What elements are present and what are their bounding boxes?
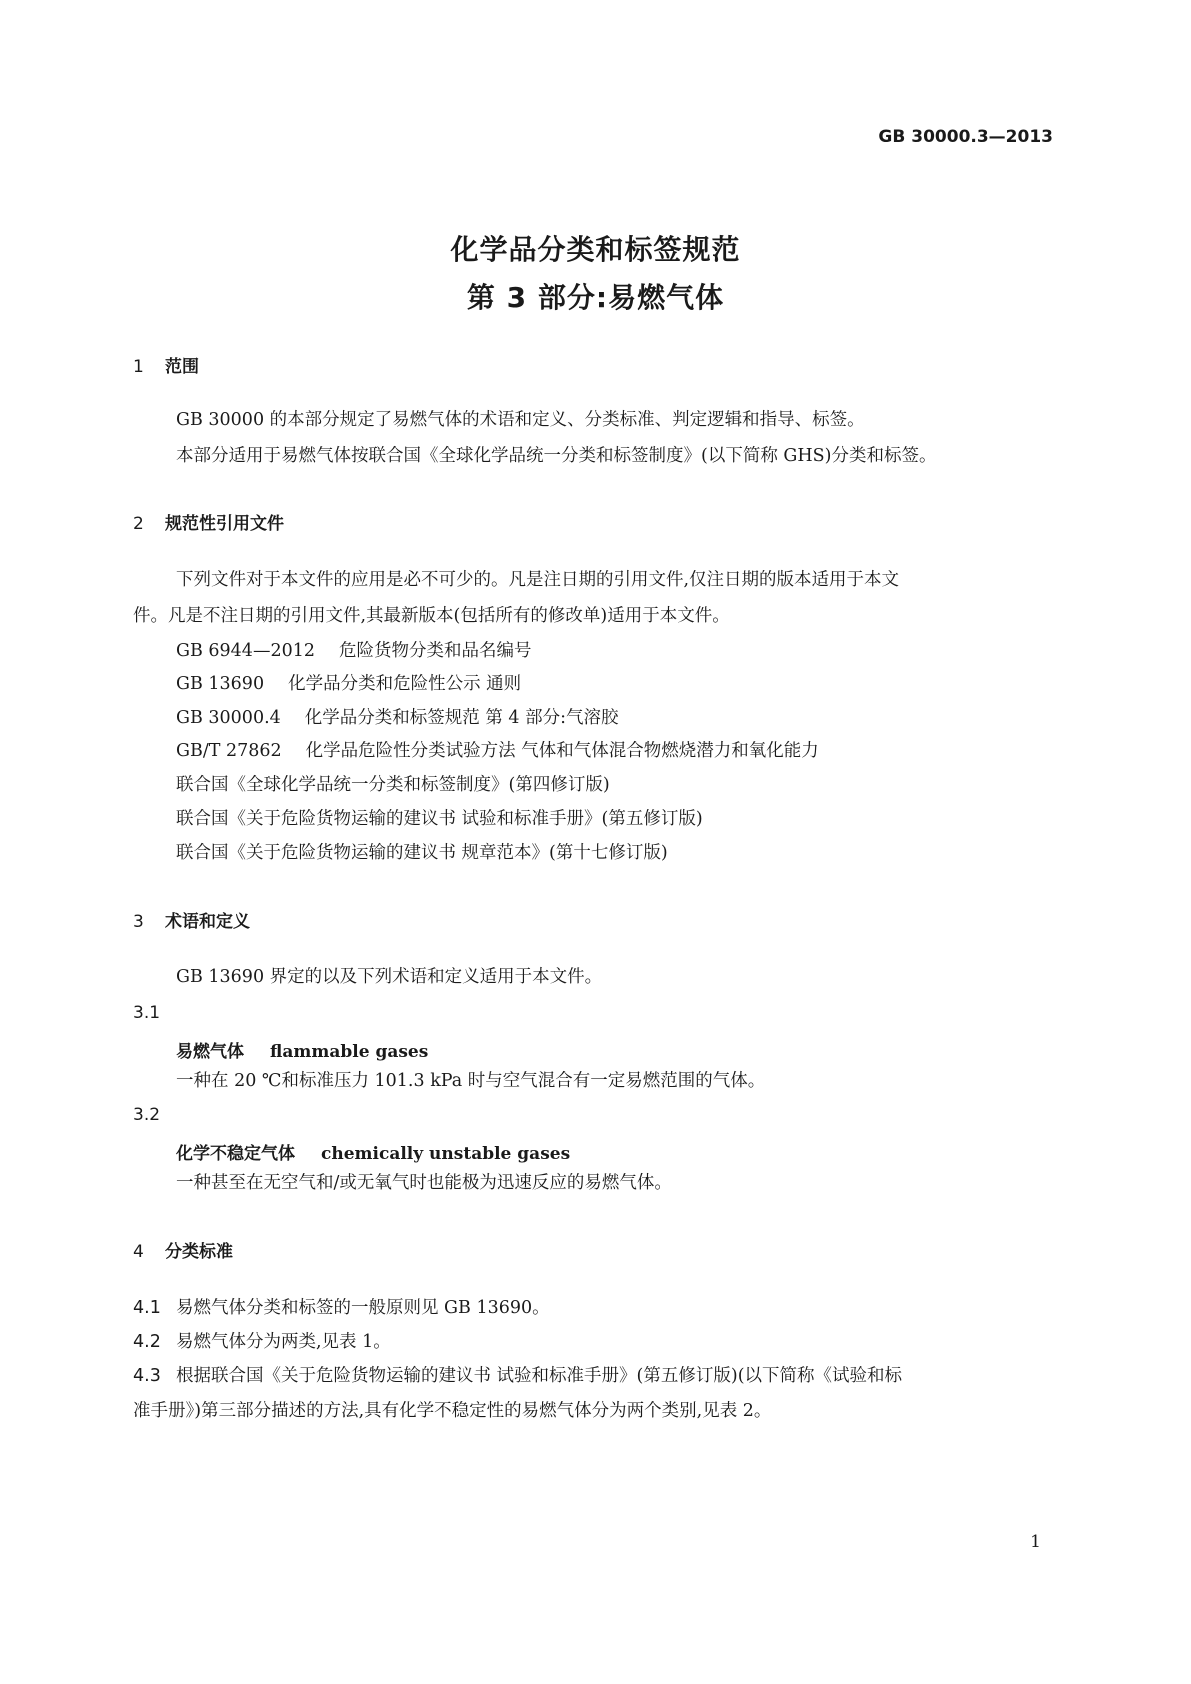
reference-item: 联合国《关于危险货物运输的建议书 试验和标准手册》(第五修订版): [176, 809, 703, 829]
reference-code: GB 13690: [176, 674, 265, 694]
page-number: 1: [1030, 1532, 1041, 1552]
section-number: 4: [133, 1242, 144, 1262]
reference-code: GB 30000.4: [176, 708, 281, 728]
term-chinese: 易燃气体: [176, 1042, 244, 1062]
reference-title: 化学品危险性分类试验方法 气体和气体混合物燃烧潜力和氧化能力: [305, 741, 819, 761]
section-title: 术语和定义: [165, 912, 250, 932]
section-number: 1: [133, 357, 144, 377]
section-title: 范围: [165, 357, 199, 377]
term-english: chemically unstable gases: [321, 1144, 571, 1164]
reference-code: GB 6944—2012: [176, 641, 315, 661]
paragraph: 件。凡是不注日期的引用文件,其最新版本(包括所有的修改单)适用于本文件。: [133, 606, 730, 626]
clause-number: 4.3: [133, 1366, 161, 1386]
paragraph: GB 13690 界定的以及下列术语和定义适用于本文件。: [176, 967, 603, 987]
clause-text: 根据联合国《关于危险货物运输的建议书 试验和标准手册》(第五修订版)(以下简称《试验和标: [176, 1366, 903, 1386]
term-chinese: 化学不稳定气体: [176, 1144, 295, 1164]
term-english: flammable gases: [270, 1042, 429, 1062]
reference-item: [176, 641, 531, 661]
section-heading-1: [133, 352, 199, 377]
clause-text: 易燃气体分类和标签的一般原则见 GB 13690。: [176, 1298, 550, 1318]
reference-title: 化学品分类和危险性公示 通则: [288, 674, 522, 694]
section-number: 2: [133, 514, 144, 534]
clause-item: [133, 1366, 902, 1386]
reference-item: [176, 708, 619, 728]
section-heading-3: [133, 907, 250, 932]
clause-text: 易燃气体分为两类,见表 1。: [176, 1332, 391, 1352]
paragraph: GB 30000 的本部分规定了易燃气体的术语和定义、分类标准、判定逻辑和指导、标签。: [176, 410, 865, 430]
term-definition: 一种甚至在无空气和/或无氧气时也能极为迅速反应的易燃气体。: [176, 1173, 672, 1193]
section-number: 3: [133, 912, 144, 932]
clause-number: 4.1: [133, 1298, 161, 1318]
standard-code: GB 30000.3—2013: [878, 127, 1053, 147]
document-subtitle: 第 3 部分:易燃气体: [466, 281, 725, 314]
clause-text-continuation: 准手册》)第三部分描述的方法,具有化学不稳定性的易燃气体分为两个类别,见表 2。: [133, 1401, 772, 1421]
term-entry: [176, 1037, 428, 1062]
reference-item: [176, 674, 521, 694]
section-heading-4: [133, 1237, 233, 1262]
clause-item: [133, 1332, 391, 1352]
term-definition: 一种在 20 ℃和标准压力 101.3 kPa 时与空气混合有一定易燃范围的气体。: [176, 1071, 766, 1091]
clause-number: 4.2: [133, 1332, 161, 1352]
clause-number: 3.1: [133, 1003, 161, 1023]
reference-item: [176, 741, 819, 761]
clause-item: [133, 1298, 550, 1318]
section-heading-2: [133, 509, 284, 534]
reference-code: GB/T 27862: [176, 741, 282, 761]
paragraph: 下列文件对于本文件的应用是必不可少的。凡是注日期的引用文件,仅注日期的版本适用于本文: [176, 570, 900, 590]
section-title: 分类标准: [165, 1242, 233, 1262]
paragraph: 本部分适用于易燃气体按联合国《全球化学品统一分类和标签制度》(以下简称 GHS)分类和标签。: [176, 446, 937, 466]
reference-title: 化学品分类和标签规范 第 4 部分:气溶胶: [304, 708, 619, 728]
clause-number: 3.2: [133, 1105, 161, 1125]
reference-item: 联合国《全球化学品统一分类和标签制度》(第四修订版): [176, 775, 610, 795]
reference-item: 联合国《关于危险货物运输的建议书 规章范本》(第十七修订版): [176, 843, 668, 863]
term-entry: [176, 1139, 570, 1164]
reference-title: 危险货物分类和品名编号: [338, 641, 532, 661]
document-title: 化学品分类和标签规范: [450, 233, 741, 266]
section-title: 规范性引用文件: [165, 514, 284, 534]
